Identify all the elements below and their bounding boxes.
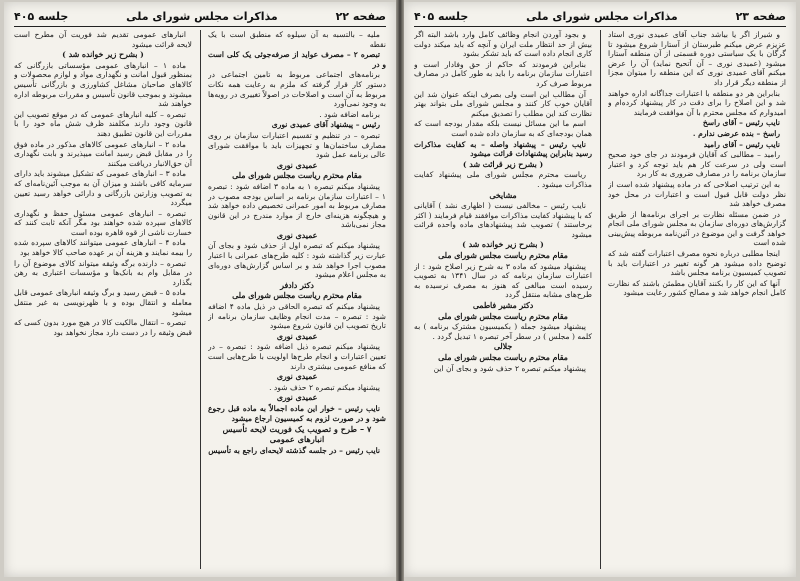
paragraph: نایب رئیس – آقای رامید [703,139,780,149]
signature-line: مقام محترم ریاست مجلس شورای ملی [438,311,568,321]
paragraph: و بجود آوردن انجام وظائف کامل وارد باشد البته اگر بیش از حد انتظار ملت ایران و آنچه که باید میکند دولت کاری انجام داده است که باید تشکر بشود [414,30,592,59]
column-divider [600,30,601,569]
paragraph: ماده ۳ – انبارهای عمومی که تشکیل میشوند باید دارای سرمایه کافی باشند و میزان آن به موجب آئین‌نامه‌ای که به تصویب وزارتین بازرگانی و دارائی خواهد رسید تعیین میگردد [14,169,192,208]
signature-line: عمیدی نوری [276,393,318,403]
signature-line: مقام محترم ریاست مجلس شورای ملی [438,251,568,261]
paragraph: به این ترتیب اصلاحی که در ماده پیشنهاد شده است از نظر دولت قابل قبول است و اعتبارات در محل خود مصرف خواهد شد [608,179,786,209]
signature-line: عمیدی نوری [276,331,318,341]
signature-line: عمیدی نوری [276,160,318,170]
signature-line: عمیدی نوری [276,230,318,240]
paragraph: تبصره – دارنده برگه وثیقه میتواند کالای موضوع آن را در مقابل وام به بانک‌ها و مؤسسات اعتباری به رهن بگذارد [14,258,192,287]
paragraph: پیشنهاد میکنم تبصره ۱ به ماده ۳ اضافه شود : تبصره ۱ – اعتبارات سازمان برنامه بر اساس بودجه مصوب در مصارف مربوط به امور عمرانی تخصیص داده خواهد شد و هیچگونه هزینه‌ای خارج از موارد مندرج در این قانون مجاز نمی‌باشد [208,181,386,230]
paragraph: تبصره – کلیه انبارهای عمومی که در موقع تصویب این قانون وجود دارند مکلفند ظرف شش ماه خود را با مقررات این قانون تطبیق دهند [14,109,192,138]
paragraph: آن مطالب این است ولی بصرف اینکه عنوان شد این آقایان خوب کار کنند و مجلس شورای ملی بتواند بهتر نظارت کند این مطلب را تصدیق میکنم [414,89,592,118]
paragraph: ریاست محترم مجلس شورای ملی پیشنهاد کفایت مذاکرات میشود . [414,170,592,189]
text-column-first [208,30,386,569]
signature-line: جلالی [493,342,513,352]
session-number: جلسه ۴۰۵ [414,9,469,23]
page-number: صفحه ۲۳ [735,9,786,23]
paragraph: ماده ۱ – انبارهای عمومی مؤسساتی بازرگانی که بمنظور قبول امانت و نگهداری مواد و لوازم محصولات و کالاهای صاحبان مشاغل کشاورزی و بازرگانی تأسیس میشوند و بموجب قانون تأسیس و مقررات مربوطه اداره خواهند شد [14,60,192,109]
header-rule [14,26,386,27]
book-spine [396,0,404,581]
signature-line: دکتر دادفر [280,280,314,290]
signature-line: مقام محترم ریاست مجلس شورای ملی [438,353,568,362]
paragraph: پیشنهاد میکنم تبصره ۲ حذف شود . [269,382,380,392]
paragraph: رامید – مطالبی که آقایان فرمودند در جای خود صحیح است ولی در سرعت کار هم باید توجه کرد و اعتبار سازمان برنامه را در مصارف ضروری به کار برد [608,150,786,179]
signature-line: مشایخی [489,190,517,200]
paragraph: انبارهای عمومی تقدیم شد فوریت آن مطرح است لایحه قرائت میشود [14,30,192,49]
signature-line: ( بشرح زیر خوانده شد ) [462,240,544,250]
signature-line: ( بشرح زیر خوانده شد ) [62,50,144,60]
paragraph: ماده ۲ – انبارهای عمومی کالاهای مذکور در ماده فوق را در مقابل قبض رسید امانت میپذیرند و بابت نگهداری آن حق‌الانبار دریافت میکنند [14,139,192,168]
paragraph: پیشنهاد میکنم که تبصره اول از حذف شود و بجای آن عبارت زیر گذاشته شود : کلیه طرح‌های عمرانی با اعتبار مصوب اجرا خواهد شد و بر اساس گزارش‌های دوره‌ای به مجلس اعلام میشود [208,241,386,280]
signature-line: مقام محترم ریاست مجلس شورای ملی [232,171,362,181]
paragraph: تبصره – انتقال مالکیت کالا در هیچ مورد بدون کسی که قبض وثیقه را در دست دارد مجاز نخواهد بود [14,318,192,337]
text-column-second [414,30,592,569]
paragraph: پیشنهاد میکنم تبصره ۲ حذف شود و بجای آن این [433,363,586,373]
paragraph: نایب رئیس – در جلسه گذشته لایحه‌ای راجع به تأسیس [208,446,380,456]
paragraph: تبصره – در تنظیم و تقسیم اعتبارات سازمان بر روی مصارف ساختمان‌ها و تجهیزات باید با موافقت شورای عالی برنامه عمل شود [208,130,386,160]
paragraph: نایب رئیس – خوار این ماده اجمالاً به ماده قبل رجوع شود و در صورت لزوم به کمیسیون ارجاع میشود [208,403,386,423]
left-page [4,2,396,577]
paragraph: ملیه – بالتسبه به آن سیلوه که منطبق است با یک نقطه [208,30,386,49]
signature-line: عمیدی نوری [276,372,318,382]
header-rule [414,26,786,27]
paragraph: تبصره ۲ – مصرف عواید از صرفه‌جوئی یک کلی است و در [208,50,386,69]
paragraph: برنامه اضافه شود . [319,109,380,119]
paragraph: نایب رئیس – مخالفی نیست ( اظهاری نشد ) آقایانی که با پیشنهاد کفایت مذاکرات موافقند قیام فرمایند ( اکثر برخاستند ) تصویب شد پیشنهادهای ماده واحده قرائت میشود [414,201,592,239]
paragraph: تبصره – انبارهای عمومی مسئول حفظ و نگهداری کالاهای سپرده شده خواهند بود مگر آنکه ثابت کنند که خسارت ناشی از قوه قاهره بوده است [14,208,192,237]
paragraph: ماده ۴ – انبارهای عمومی میتوانند کالاهای سپرده شده را بیمه نمایند و هزینه آن بر عهده صاحب کالا خواهد بود [14,238,192,258]
paragraph: آنها که این کار را بکنند آقایان مطمئن باشند که نظارت کامل انجام خواهد شد و مصالح کشور رعایت میشود [608,278,786,298]
paragraph: ماده ۵ – قبض رسید و برگ وثیقه انبارهای عمومی قابل معامله و انتقال بوده و با ظهرنویسی به غیر منتقل میشود [14,288,192,317]
publication-title: مذاکرات مجلس شورای ملی [126,9,278,23]
paragraph: نایب رئیس – آقای راسخ [702,118,780,128]
section-heading: ۷ – طرح و تصویب یک فوریت لایحه تأسیس انبارهای عمومی [222,424,372,444]
paragraph: بنابراین هر دو منطقه با اعتبارات جداگانه اداره خواهند شد و این اصلاح را برای دقت در کار پیشنهاد کرده‌ام و امیدوارم که مجلس محترم با آن موافقت فرمایند [608,88,786,117]
paragraph: نایب رئیس – پیشنهاد واصله – به کفایت مذاکرات رسید بنابراین پیشنهادات قرائت میشود [414,139,592,159]
signature-line: دکتر مشیر فاطمی [472,301,534,311]
paragraph: و شیراز اگر یا بیاشد جناب آقای عمیدی نوری استاد عزیزم عرض میکنم طبرستان از آستارا شروع میشود تا گرگان با یک سیاستی دوره قسمتی از آن منطقه آستارا میشود (عمیدی نوری – آن آتحیح نماید) آن را عرض میکنم آقای عمیدی نوری که این منطقه را میتوان مجزا از منطقه دیگر قرار داد [608,30,786,87]
publication-title: مذاکرات مجلس شورای ملی [526,9,678,23]
column-divider [200,30,201,569]
page-header [414,8,786,24]
paragraph: پیشنهاد میکنم که تبصره الحاقی در ذیل ماده ۴ اضافه شود : تبصره – مدت انجام وظایف سازمان برنامه از تاریخ تصویب این قانون شروع میشود [208,302,386,331]
paragraph: رئیس – پیشنهاد آقای عمیدی نوری [271,120,380,130]
paragraph: پیشنهاد میکنم تبصره ذیل اضافه شود : تبصره – در تعیین اعتبارات و انجام طرح‌ها اولویت با طرح‌هایی است که منافع عمومی بیشتری دارند [208,342,386,371]
paragraph: بنابراین فرمودند که حاکم از حق وفادار است و اعتبارات سازمان برنامه را باید به طور کامل در مصارف مربوط صرف کرد [414,59,592,88]
text-column-second [14,30,192,569]
signature-line: ( بشرح زیر قرائت شد ) [462,159,544,169]
paragraph: در ضمن مسئله نظارت بر اجرای برنامه‌ها از طریق گزارش‌های دوره‌ای سازمان به مجلس شورای ملی انجام خواهد گرفت و این موضوع در آئین‌نامه مربوطه پیش‌بینی شده است [608,209,786,248]
paragraph: راسخ – بنده عرضی ندارم . [692,128,780,138]
signature-line: مقام محترم ریاست مجلس شورای ملی [232,291,362,301]
text-column-first [608,30,786,569]
session-number: جلسه ۴۰۵ [14,9,69,23]
page-header [14,8,386,24]
paragraph: اسم ما این مسائل نیست بلکه مقدار بودجه است که همان بودجه‌ای که به سازمان داده شده است [414,119,592,138]
right-page [404,2,796,577]
paragraph: برنامه‌های اجتماعی مربوط به تامین اجتماعی در دستور کار قرار گرفته که ملزم به رعایت همه نکات مربوط به آن است و اصلاحات در اصولاً تغییری در رویه‌ها به وجود نمی‌آورد [208,70,386,109]
paragraph: پیشنهاد میشود که ماده ۳ به شرح زیر اصلاح شود : از اعتبارات سازمان برنامه که در سال ۱۳۴۱ به تصویب رسیده است مبالغی که هنوز به مصرف نرسیده به طرح‌های مشابه منتقل گردد [414,261,592,300]
paragraph: پیشنهاد میشود جمله ( بکمیسیون مشترک برنامه ) به کلمه ( مجلس ) در سطر آخر تبصره ۱ تبدیل گردد . [414,322,592,341]
page-number: صفحه ۲۲ [335,9,386,23]
paragraph: اینجا مطلبی درباره نحوه مصرف اعتبارات گفته شد که توضیح داده میشود هر گونه تغییر در اعتبارات باید با تصویب کمیسیون برنامه مجلس باشد [608,249,786,278]
